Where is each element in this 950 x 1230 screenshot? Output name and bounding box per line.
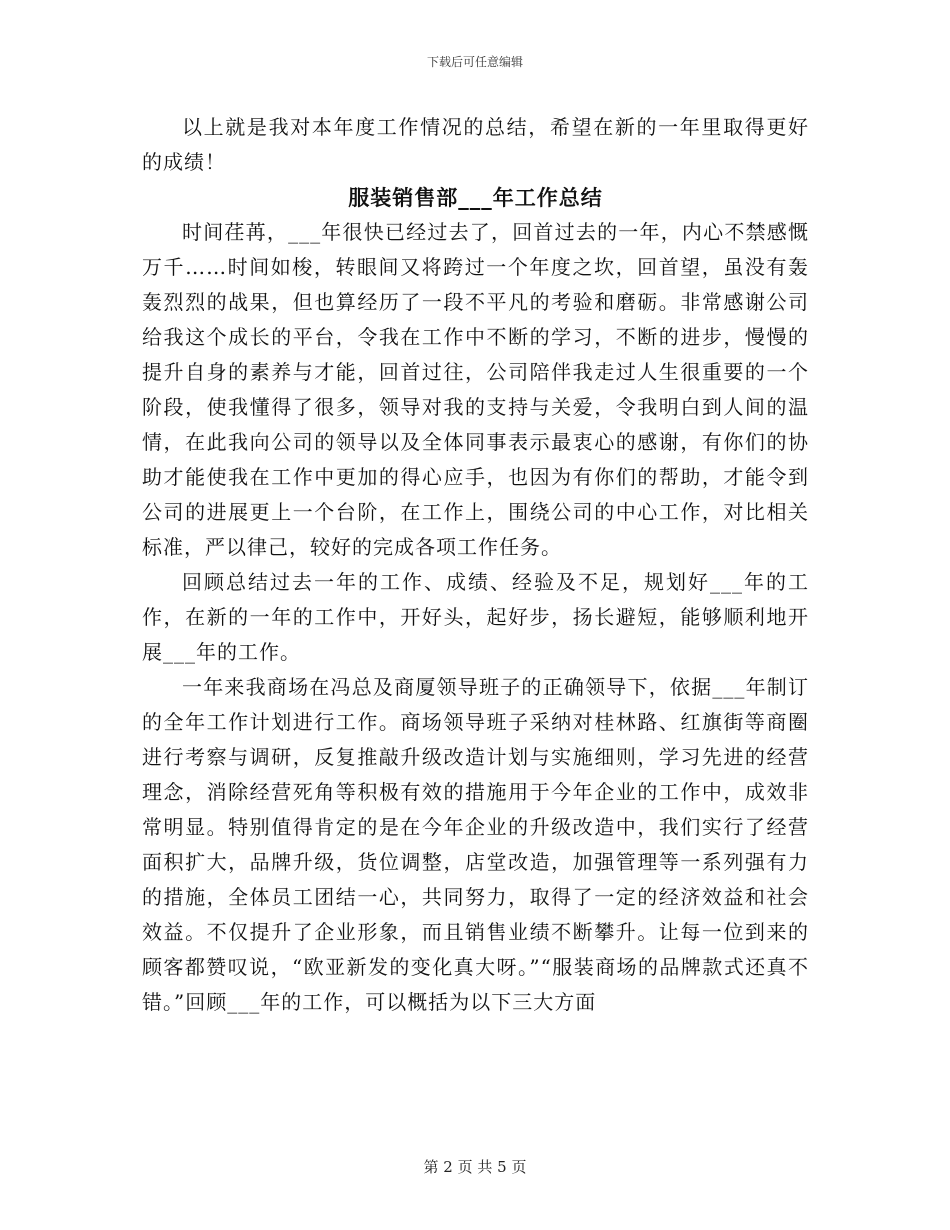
paragraph-2: 回顾总结过去一年的工作、成绩、经验及不足，规划好___年的工作，在新的一年的工作中，开好头，起好步，扬长避短，能够顺利地开展___年的工作。	[142, 570, 809, 664]
page-number: 第 2 页 共 5 页	[423, 1158, 527, 1176]
closing-paragraph: 以上就是我对本年度工作情况的总结，希望在新的一年里取得更好的成绩！	[142, 115, 809, 174]
paragraph-3: 一年来我商场在冯总及商厦领导班子的正确领导下，依据___年制订的全年工作计划进行工作。商场领导班子采纳对桂林路、红旗街等商圈进行考察与调研，反复推敲升级改造计划与实施细则，学习先进的经营理念，消除经营死角等积极有效的措施用于今年企业的工作中，成效非常明显。特别值得肯定的是在今年企业的升级改造中，我们实行了经营面积扩大，品牌升级，货位调整，店堂改造，加强管理等一系列强有力的措施，全体员工团结一心，共同努力，取得了一定的经济效益和社会效益。不仅提升了企业形象，而且销售业绩不断攀升。让每一位到来的顾客都赞叹说，“欧亚新发的变化真大呀。”“服装商场的品牌款式还真不错。”回顾___年的工作，可以概括为以下三大方面	[142, 675, 809, 1014]
paragraph-1: 时间荏苒，___年很快已经过去了，回首过去的一年，内心不禁感慨万千……时间如梭，转眼间又将跨过一个年度之坎，回首望，虽没有轰轰烈烈的战果，但也算经历了一段不平凡的考验和磨砺。非常感谢公司给我这个成长的平台，令我在工作中不断的学习，不断的进步，慢慢的提升自身的素养与才能，回首过往，公司陪伴我走过人生很重要的一个阶段，使我懂得了很多，领导对我的支持与关爱，令我明白到人间的温情，在此我向公司的领导以及全体同事表示最衷心的感谢，有你们的协助才能使我在工作中更加的得心应手，也因为有你们的帮助，才能令到公司的进展更上一个台阶，在工作上，围绕公司的中心工作，对比相关标准，严以律己，较好的完成各项工作任务。	[142, 220, 809, 559]
document-body	[142, 110, 809, 1020]
page-header-note: 下载后可任意编辑	[426, 55, 523, 69]
document-title: 服装销售部___年工作总结	[348, 185, 603, 210]
